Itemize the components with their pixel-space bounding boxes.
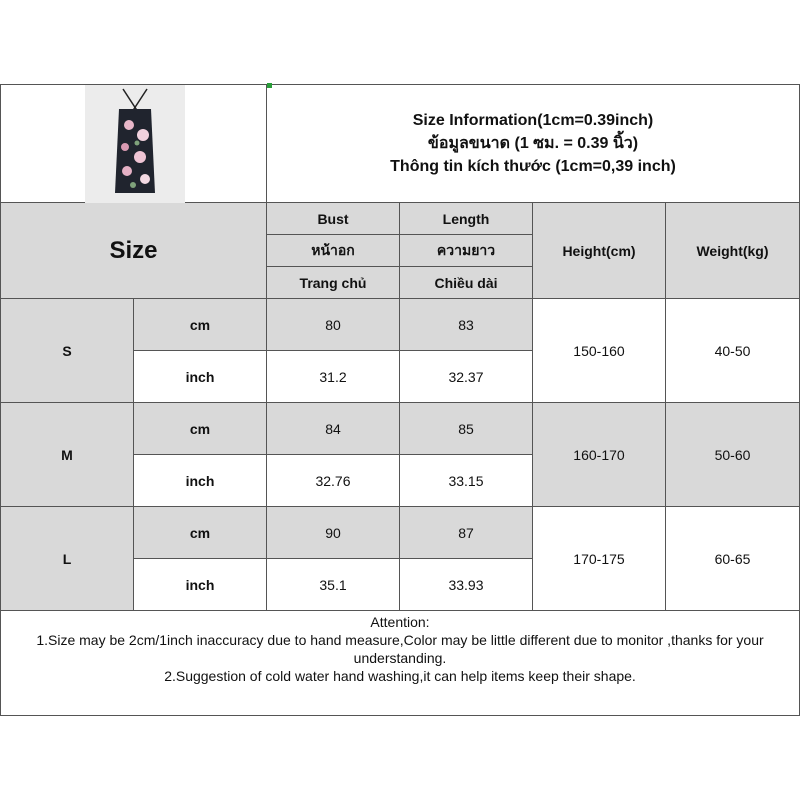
product-image-cell [1,85,267,203]
unit-inch: inch [134,455,267,507]
length-inch-l: 33.93 [400,559,533,611]
size-information [267,85,799,203]
length-cm-m: 85 [400,403,533,455]
bust-header-th: หน้าอก [267,235,400,267]
weight-m: 50-60 [666,403,799,507]
attention-notes [1,611,799,715]
length-header-vi: Chiều dài [400,267,533,299]
weight-header: Weight(kg) [666,203,799,299]
attention-note-2: 2.Suggestion of cold water hand washing,it can help items keep their shape. [164,668,636,684]
height-s: 150-160 [533,299,666,403]
length-inch-s: 32.37 [400,351,533,403]
unit-cm: cm [134,403,267,455]
bust-header-en: Bust [267,203,400,235]
size-chart [0,84,800,716]
unit-cm: cm [134,507,267,559]
unit-inch: inch [134,559,267,611]
height-header: Height(cm) [533,203,666,299]
length-cm-l: 87 [400,507,533,559]
product-image [85,85,185,203]
size-l-label: L [1,507,134,611]
bust-inch-s: 31.2 [267,351,400,403]
length-cm-s: 83 [400,299,533,351]
bust-header-vi: Trang chủ [267,267,400,299]
unit-inch: inch [134,351,267,403]
height-l: 170-175 [533,507,666,611]
attention-title: Attention: [370,614,430,630]
weight-s: 40-50 [666,299,799,403]
info-line-english: Size Information(1cm=0.39inch) [412,112,654,129]
size-s-label: S [1,299,134,403]
bust-inch-l: 35.1 [267,559,400,611]
bust-inch-m: 32.76 [267,455,400,507]
length-header-en: Length [400,203,533,235]
attention-note-1: 1.Size may be 2cm/1inch inaccuracy due to hand measure,Color may be little different due to monitor ,thanks for your understanding. [36,632,764,666]
bust-cm-l: 90 [267,507,400,559]
length-header-th: ความยาว [400,235,533,267]
unit-cm: cm [134,299,267,351]
size-header: Size [1,203,267,299]
info-line-thai: ข้อมูลขนาด (1 ซม. = 0.39 นิ้ว) [427,135,639,152]
height-m: 160-170 [533,403,666,507]
bust-cm-m: 84 [267,403,400,455]
weight-l: 60-65 [666,507,799,611]
size-m-label: M [1,403,134,507]
length-inch-m: 33.15 [400,455,533,507]
bust-cm-s: 80 [267,299,400,351]
info-line-vietnamese: Thông tin kích thước (1cm=0,39 inch) [390,158,676,175]
